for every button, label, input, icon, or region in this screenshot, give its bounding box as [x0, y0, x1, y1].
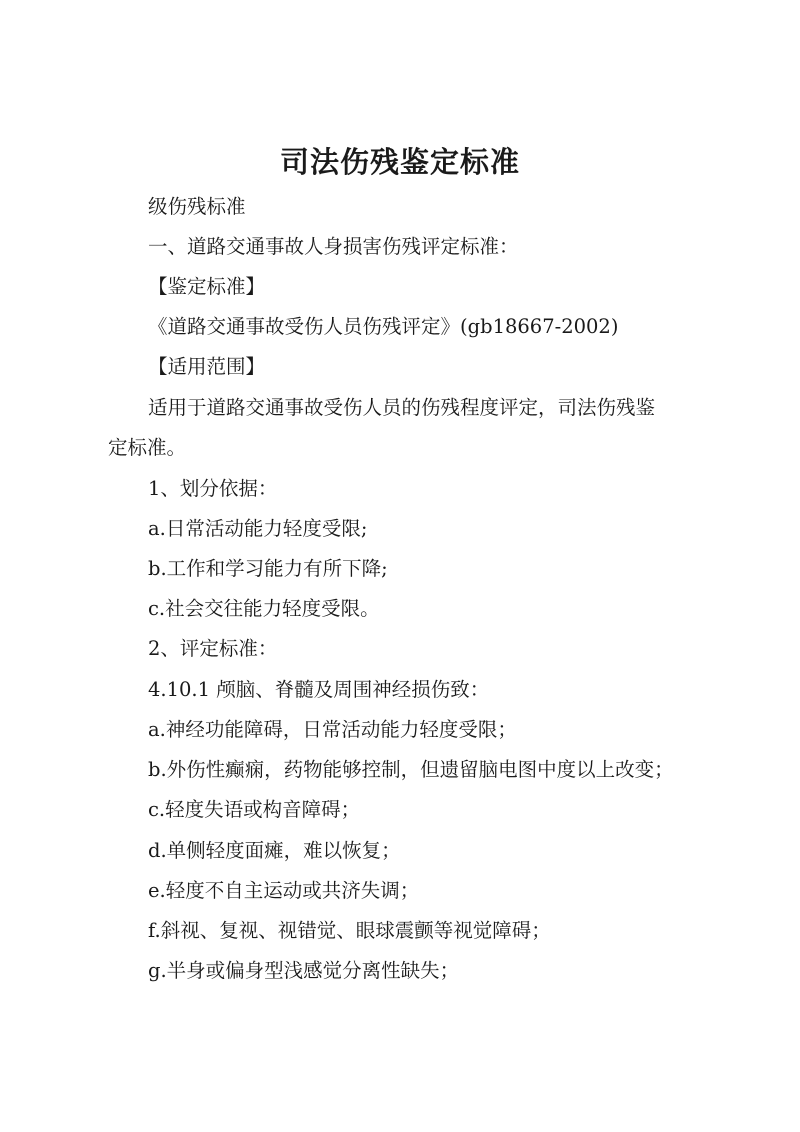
paragraph-clause-heading: 4.10.1 颅脑、脊髓及周围神经损伤致： — [148, 678, 490, 701]
paragraph-standard-name: 《道路交通事故受伤人员伤残评定》(gb18667-2002) — [148, 315, 619, 338]
paragraph-basis-heading: 1、划分依据： — [148, 477, 278, 500]
paragraph-grade: 级伤残标准 — [148, 195, 246, 218]
paragraph-scope-text-continued: 定标准。 — [108, 436, 187, 459]
list-item: a.神经功能障碍，日常活动能力轻度受限； — [148, 718, 517, 741]
list-item: f.斜视、复视、视错觉、眼球震颤等视觉障碍； — [148, 919, 551, 942]
document-title: 司法伤残鉴定标准 — [279, 145, 520, 179]
list-item: d.单侧轻度面瘫，难以恢复； — [148, 839, 401, 862]
paragraph-label-scope: 【适用范围】 — [148, 355, 266, 378]
paragraph-scope-text: 适用于道路交通事故受伤人员的伤残程度评定，司法伤残鉴 — [148, 396, 656, 419]
list-item: b.外伤性癫痫，药物能够控制，但遗留脑电图中度以上改变； — [148, 758, 674, 781]
list-item: g.半身或偏身型浅感觉分离性缺失； — [148, 959, 460, 982]
list-item: e.轻度不自主运动或共济失调； — [148, 879, 420, 902]
list-item: b.工作和学习能力有所下降; — [148, 557, 388, 580]
paragraph-criteria-heading: 2、评定标准： — [148, 637, 278, 660]
list-item: c.轻度失语或构音障碍； — [148, 798, 361, 821]
paragraph-label-standard: 【鉴定标准】 — [148, 275, 266, 298]
list-item: c.社会交往能力轻度受限。 — [148, 597, 380, 620]
list-item: a.日常活动能力轻度受限; — [148, 517, 368, 540]
paragraph-section-heading: 一、道路交通事故人身损害伤残评定标准： — [148, 235, 519, 258]
